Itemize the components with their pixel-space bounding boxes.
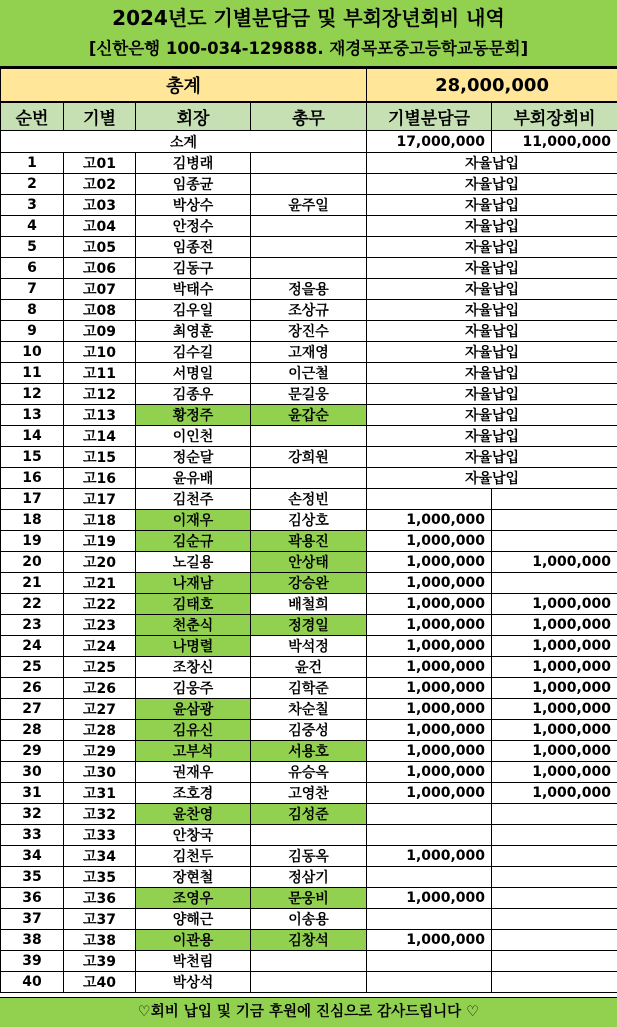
row-dues	[492, 510, 617, 531]
row-secretary: 정을용	[251, 279, 367, 300]
row-president: 윤유배	[136, 468, 251, 489]
row-number: 26	[1, 678, 64, 699]
row-share: 1,000,000	[367, 720, 492, 741]
row-number: 29	[1, 741, 64, 762]
row-generation: 고33	[64, 825, 136, 846]
subtotal-label: 소계	[1, 131, 367, 153]
row-number: 33	[1, 825, 64, 846]
row-president: 윤삼광	[136, 699, 251, 720]
table-row	[1, 300, 617, 321]
row-president: 김우일	[136, 300, 251, 321]
table-row	[1, 804, 617, 825]
table-row	[1, 258, 617, 279]
table-row	[1, 594, 617, 615]
row-secretary: 이근철	[251, 363, 367, 384]
row-share: 1,000,000	[367, 552, 492, 573]
row-dues	[492, 489, 617, 510]
row-secretary	[251, 174, 367, 195]
total-row	[1, 69, 617, 103]
row-dues: 1,000,000	[492, 615, 617, 636]
row-voluntary-note: 자율납입	[367, 363, 617, 384]
row-dues: 1,000,000	[492, 762, 617, 783]
row-generation: 고36	[64, 888, 136, 909]
table-row	[1, 447, 617, 468]
row-voluntary-note: 자율납입	[367, 153, 617, 174]
row-generation: 고05	[64, 237, 136, 258]
row-president: 김순규	[136, 531, 251, 552]
row-generation: 고16	[64, 468, 136, 489]
row-voluntary-note: 자율납입	[367, 342, 617, 363]
table-row	[1, 636, 617, 657]
row-voluntary-note: 자율납입	[367, 195, 617, 216]
row-president: 김천주	[136, 489, 251, 510]
total-value: 28,000,000	[367, 69, 617, 103]
row-president: 김종우	[136, 384, 251, 405]
row-number: 30	[1, 762, 64, 783]
row-voluntary-note: 자율납입	[367, 174, 617, 195]
table-row	[1, 405, 617, 426]
row-share	[367, 951, 492, 972]
row-generation: 고26	[64, 678, 136, 699]
row-share: 1,000,000	[367, 594, 492, 615]
row-number: 28	[1, 720, 64, 741]
table-row	[1, 531, 617, 552]
row-generation: 고30	[64, 762, 136, 783]
row-number: 27	[1, 699, 64, 720]
header-secretary: 총무	[251, 102, 367, 131]
row-dues	[492, 825, 617, 846]
row-secretary: 서용호	[251, 741, 367, 762]
total-label: 총계	[1, 69, 367, 103]
row-president: 이인천	[136, 426, 251, 447]
row-president: 나명렬	[136, 636, 251, 657]
dues-table	[0, 68, 617, 993]
row-dues	[492, 573, 617, 594]
table-row	[1, 846, 617, 867]
row-share: 1,000,000	[367, 531, 492, 552]
row-share: 1,000,000	[367, 615, 492, 636]
row-secretary: 고재영	[251, 342, 367, 363]
row-share: 1,000,000	[367, 510, 492, 531]
row-president: 나재남	[136, 573, 251, 594]
row-generation: 고35	[64, 867, 136, 888]
table-row	[1, 720, 617, 741]
row-number: 13	[1, 405, 64, 426]
bank-account-subtitle: [신한은행 100-034-129888. 재경목포중고등학교동문회]	[88, 39, 529, 58]
row-president: 박상수	[136, 195, 251, 216]
row-president: 서명일	[136, 363, 251, 384]
row-share	[367, 804, 492, 825]
table-row	[1, 489, 617, 510]
row-share	[367, 489, 492, 510]
row-secretary: 김학준	[251, 678, 367, 699]
row-share	[367, 909, 492, 930]
table-row	[1, 384, 617, 405]
row-dues: 1,000,000	[492, 783, 617, 804]
row-generation: 고12	[64, 384, 136, 405]
row-president: 조호경	[136, 783, 251, 804]
row-secretary: 유승옥	[251, 762, 367, 783]
table-row	[1, 972, 617, 993]
row-generation: 고40	[64, 972, 136, 993]
row-dues: 1,000,000	[492, 657, 617, 678]
row-number: 37	[1, 909, 64, 930]
row-number: 14	[1, 426, 64, 447]
row-president: 이재우	[136, 510, 251, 531]
row-share: 1,000,000	[367, 741, 492, 762]
row-voluntary-note: 자율납입	[367, 405, 617, 426]
row-president: 박천림	[136, 951, 251, 972]
row-dues: 1,000,000	[492, 699, 617, 720]
row-secretary: 안상태	[251, 552, 367, 573]
header-share: 기별분담금	[367, 102, 492, 131]
row-share: 1,000,000	[367, 888, 492, 909]
row-number: 12	[1, 384, 64, 405]
row-secretary: 문웅비	[251, 888, 367, 909]
row-president: 장현철	[136, 867, 251, 888]
row-share: 1,000,000	[367, 930, 492, 951]
row-secretary	[251, 468, 367, 489]
row-dues: 1,000,000	[492, 741, 617, 762]
row-president: 조창신	[136, 657, 251, 678]
row-share	[367, 972, 492, 993]
table-row	[1, 195, 617, 216]
table-row	[1, 951, 617, 972]
row-president: 고부석	[136, 741, 251, 762]
row-number: 25	[1, 657, 64, 678]
row-number: 19	[1, 531, 64, 552]
row-dues: 1,000,000	[492, 594, 617, 615]
table-row	[1, 153, 617, 174]
row-share: 1,000,000	[367, 636, 492, 657]
row-dues	[492, 909, 617, 930]
row-secretary: 배철희	[251, 594, 367, 615]
row-secretary: 곽용진	[251, 531, 367, 552]
row-secretary	[251, 825, 367, 846]
row-generation: 고10	[64, 342, 136, 363]
row-dues	[492, 930, 617, 951]
row-generation: 고37	[64, 909, 136, 930]
row-share: 1,000,000	[367, 762, 492, 783]
table-row	[1, 888, 617, 909]
row-dues: 1,000,000	[492, 552, 617, 573]
row-dues: 1,000,000	[492, 678, 617, 699]
row-secretary	[251, 426, 367, 447]
table-row	[1, 510, 617, 531]
row-voluntary-note: 자율납입	[367, 258, 617, 279]
row-president: 안창국	[136, 825, 251, 846]
row-generation: 고31	[64, 783, 136, 804]
row-number: 4	[1, 216, 64, 237]
row-secretary: 정삼기	[251, 867, 367, 888]
row-number: 17	[1, 489, 64, 510]
page-title: 2024년도 기별분담금 및 부회장년회비 내역	[112, 6, 505, 30]
row-secretary	[251, 216, 367, 237]
table-row	[1, 573, 617, 594]
row-secretary: 김성준	[251, 804, 367, 825]
table-row	[1, 174, 617, 195]
row-number: 7	[1, 279, 64, 300]
row-number: 20	[1, 552, 64, 573]
row-secretary: 김상호	[251, 510, 367, 531]
table-row	[1, 825, 617, 846]
table-row	[1, 237, 617, 258]
row-secretary	[251, 153, 367, 174]
table-row	[1, 909, 617, 930]
row-number: 38	[1, 930, 64, 951]
row-secretary: 장진수	[251, 321, 367, 342]
row-share: 1,000,000	[367, 783, 492, 804]
row-dues: 1,000,000	[492, 636, 617, 657]
row-generation: 고38	[64, 930, 136, 951]
row-share: 1,000,000	[367, 573, 492, 594]
row-secretary: 고영찬	[251, 783, 367, 804]
row-secretary: 윤주일	[251, 195, 367, 216]
row-number: 18	[1, 510, 64, 531]
row-president: 김병래	[136, 153, 251, 174]
row-voluntary-note: 자율납입	[367, 384, 617, 405]
row-voluntary-note: 자율납입	[367, 300, 617, 321]
row-number: 22	[1, 594, 64, 615]
row-president: 김수길	[136, 342, 251, 363]
header-no: 순번	[1, 102, 64, 131]
row-secretary: 조상규	[251, 300, 367, 321]
row-secretary: 문길웅	[251, 384, 367, 405]
row-number: 34	[1, 846, 64, 867]
row-generation: 고27	[64, 699, 136, 720]
table-row	[1, 342, 617, 363]
row-president: 황정주	[136, 405, 251, 426]
row-president: 조영우	[136, 888, 251, 909]
row-dues	[492, 867, 617, 888]
row-secretary: 강희원	[251, 447, 367, 468]
table-row	[1, 741, 617, 762]
row-generation: 고03	[64, 195, 136, 216]
row-generation: 고13	[64, 405, 136, 426]
row-number: 24	[1, 636, 64, 657]
row-dues	[492, 888, 617, 909]
row-secretary: 윤건	[251, 657, 367, 678]
row-president: 김태호	[136, 594, 251, 615]
table-row	[1, 615, 617, 636]
row-number: 31	[1, 783, 64, 804]
row-voluntary-note: 자율납입	[367, 447, 617, 468]
row-number: 9	[1, 321, 64, 342]
row-president: 김천두	[136, 846, 251, 867]
row-voluntary-note: 자율납입	[367, 216, 617, 237]
row-secretary	[251, 258, 367, 279]
header-generation: 기별	[64, 102, 136, 131]
row-dues	[492, 972, 617, 993]
subtotal-row	[1, 131, 617, 153]
row-number: 40	[1, 972, 64, 993]
row-generation: 고14	[64, 426, 136, 447]
row-president: 노길용	[136, 552, 251, 573]
row-president: 박상석	[136, 972, 251, 993]
table-row	[1, 216, 617, 237]
row-share: 1,000,000	[367, 678, 492, 699]
table-row	[1, 783, 617, 804]
row-number: 32	[1, 804, 64, 825]
row-president: 천춘식	[136, 615, 251, 636]
row-number: 2	[1, 174, 64, 195]
subtotal-share: 17,000,000	[367, 131, 492, 153]
row-number: 16	[1, 468, 64, 489]
row-generation: 고28	[64, 720, 136, 741]
row-generation: 고23	[64, 615, 136, 636]
row-generation: 고07	[64, 279, 136, 300]
row-president: 권재우	[136, 762, 251, 783]
row-president: 김웅주	[136, 678, 251, 699]
row-generation: 고02	[64, 174, 136, 195]
row-secretary: 정경일	[251, 615, 367, 636]
row-number: 36	[1, 888, 64, 909]
row-voluntary-note: 자율납입	[367, 468, 617, 489]
row-secretary: 강승완	[251, 573, 367, 594]
row-president: 김유신	[136, 720, 251, 741]
row-number: 21	[1, 573, 64, 594]
row-generation: 고22	[64, 594, 136, 615]
row-president: 안정수	[136, 216, 251, 237]
row-dues: 1,000,000	[492, 720, 617, 741]
header-row	[1, 102, 617, 131]
row-share	[367, 867, 492, 888]
row-dues	[492, 846, 617, 867]
row-generation: 고20	[64, 552, 136, 573]
row-generation: 고25	[64, 657, 136, 678]
table-row	[1, 678, 617, 699]
row-share: 1,000,000	[367, 699, 492, 720]
table-row	[1, 699, 617, 720]
table-row	[1, 930, 617, 951]
row-secretary: 박석정	[251, 636, 367, 657]
row-share	[367, 825, 492, 846]
table-row	[1, 363, 617, 384]
row-dues	[492, 951, 617, 972]
row-generation: 고39	[64, 951, 136, 972]
row-secretary	[251, 972, 367, 993]
row-generation: 고18	[64, 510, 136, 531]
row-voluntary-note: 자율납입	[367, 426, 617, 447]
table-row	[1, 657, 617, 678]
row-generation: 고24	[64, 636, 136, 657]
row-number: 11	[1, 363, 64, 384]
row-voluntary-note: 자율납입	[367, 279, 617, 300]
row-president: 임종균	[136, 174, 251, 195]
row-number: 5	[1, 237, 64, 258]
row-president: 이관용	[136, 930, 251, 951]
row-share: 1,000,000	[367, 846, 492, 867]
row-secretary: 손정빈	[251, 489, 367, 510]
row-secretary: 김중성	[251, 720, 367, 741]
row-secretary	[251, 237, 367, 258]
row-secretary: 김동옥	[251, 846, 367, 867]
row-generation: 고01	[64, 153, 136, 174]
row-dues	[492, 531, 617, 552]
row-generation: 고11	[64, 363, 136, 384]
title-block	[0, 0, 617, 68]
table-row	[1, 762, 617, 783]
thank-you-footer: ♡회비 납입 및 기금 후원에 진심으로 감사드립니다 ♡	[0, 997, 617, 1027]
row-number: 1	[1, 153, 64, 174]
row-generation: 고06	[64, 258, 136, 279]
row-generation: 고15	[64, 447, 136, 468]
subtotal-dues: 11,000,000	[492, 131, 617, 153]
row-generation: 고29	[64, 741, 136, 762]
row-dues	[492, 804, 617, 825]
row-number: 3	[1, 195, 64, 216]
table-row	[1, 279, 617, 300]
row-generation: 고09	[64, 321, 136, 342]
row-generation: 고08	[64, 300, 136, 321]
row-generation: 고21	[64, 573, 136, 594]
table-row	[1, 867, 617, 888]
row-voluntary-note: 자율납입	[367, 321, 617, 342]
row-number: 39	[1, 951, 64, 972]
row-president: 윤찬영	[136, 804, 251, 825]
row-share: 1,000,000	[367, 657, 492, 678]
row-generation: 고32	[64, 804, 136, 825]
header-president: 회장	[136, 102, 251, 131]
row-generation: 고34	[64, 846, 136, 867]
row-president: 정순달	[136, 447, 251, 468]
row-number: 10	[1, 342, 64, 363]
row-president: 양해근	[136, 909, 251, 930]
table-row	[1, 468, 617, 489]
table-row	[1, 426, 617, 447]
row-president: 김동구	[136, 258, 251, 279]
row-secretary: 차순칠	[251, 699, 367, 720]
row-secretary: 이송용	[251, 909, 367, 930]
row-secretary	[251, 951, 367, 972]
row-secretary: 윤갑순	[251, 405, 367, 426]
row-number: 35	[1, 867, 64, 888]
row-number: 6	[1, 258, 64, 279]
row-president: 임종전	[136, 237, 251, 258]
row-number: 23	[1, 615, 64, 636]
row-secretary: 김창석	[251, 930, 367, 951]
row-president: 최영훈	[136, 321, 251, 342]
row-president: 박태수	[136, 279, 251, 300]
header-dues: 부회장회비	[492, 102, 617, 131]
row-generation: 고19	[64, 531, 136, 552]
table-row	[1, 321, 617, 342]
row-generation: 고04	[64, 216, 136, 237]
table-row	[1, 552, 617, 573]
row-number: 15	[1, 447, 64, 468]
row-number: 8	[1, 300, 64, 321]
row-generation: 고17	[64, 489, 136, 510]
row-voluntary-note: 자율납입	[367, 237, 617, 258]
